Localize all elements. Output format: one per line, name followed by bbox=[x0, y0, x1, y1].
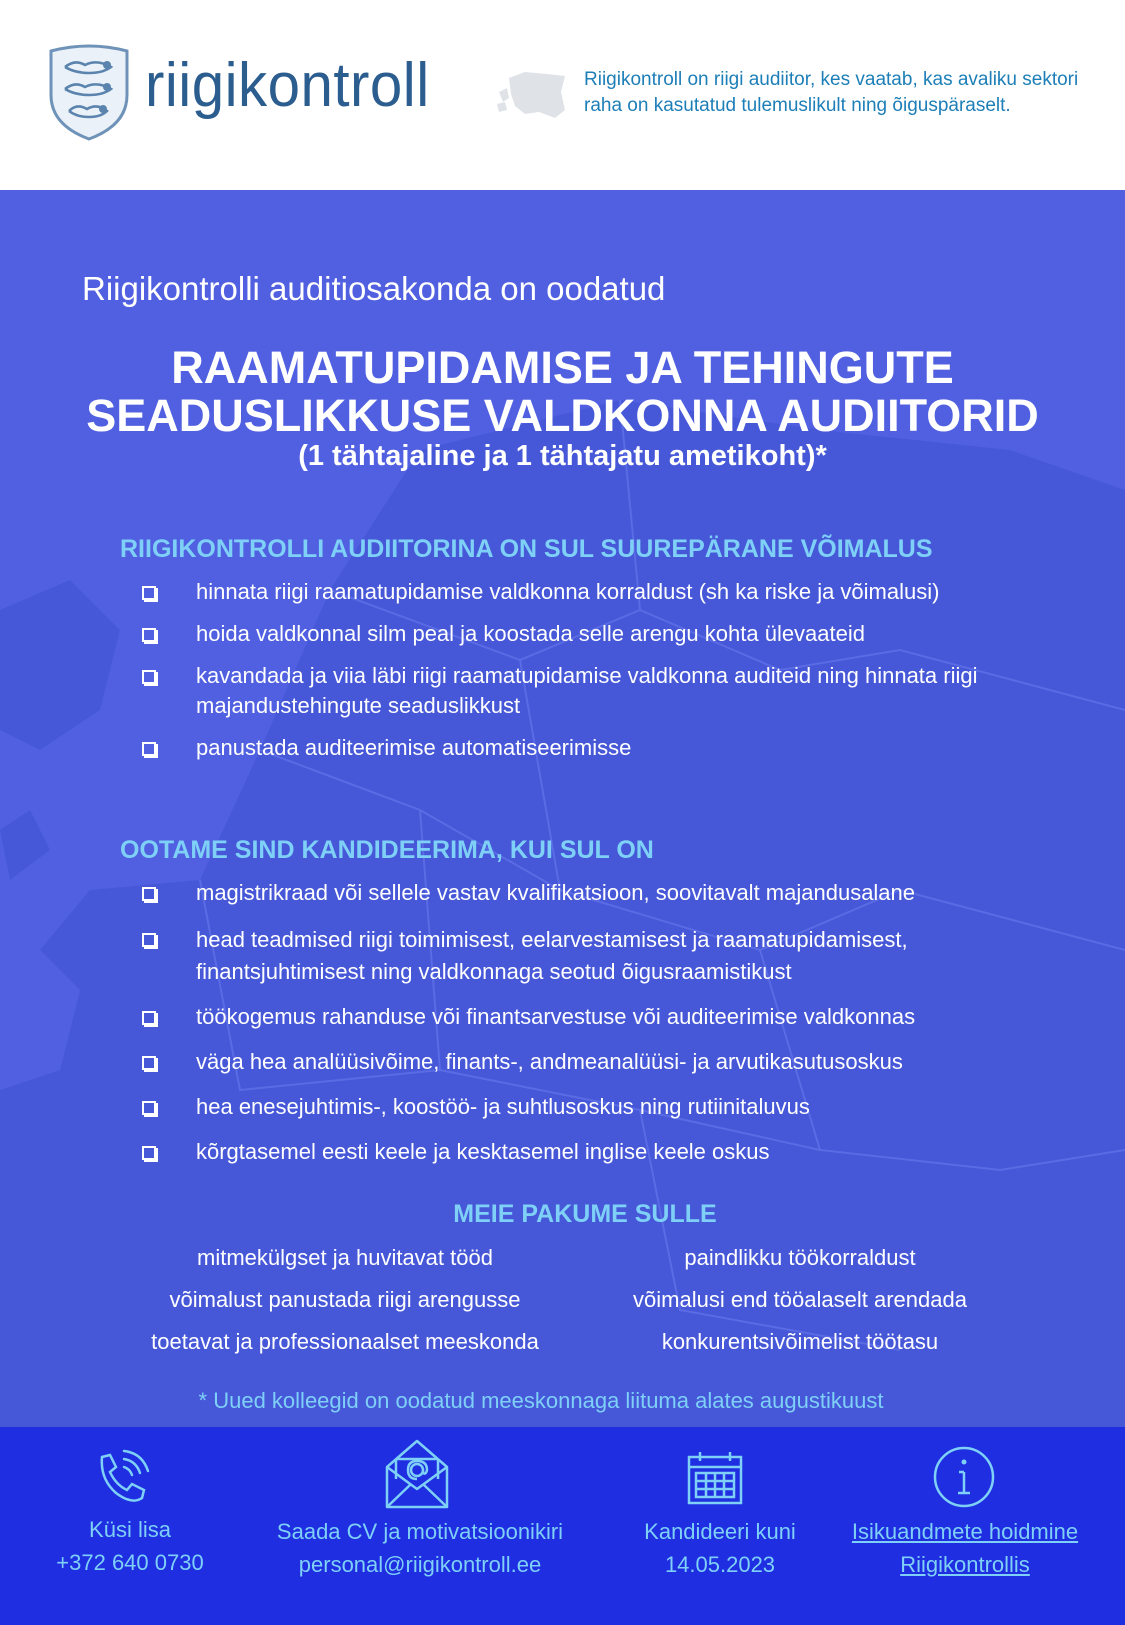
checkbox-bullet-icon bbox=[142, 1056, 156, 1070]
privacy-link[interactable] bbox=[830, 1515, 1100, 1581]
logo-wordmark: riigikontroll bbox=[145, 51, 430, 120]
checkbox-bullet-icon bbox=[142, 933, 156, 947]
checkbox-bullet-icon bbox=[142, 586, 156, 600]
job-subtitle: (1 tähtajaline ja 1 tähtajatu ametikoht)* bbox=[298, 440, 827, 472]
estonia-map-icon bbox=[495, 70, 567, 120]
job-title-line-1: RAAMATUPIDAMISE JA TEHINGUTE bbox=[171, 342, 954, 393]
list-item: hea enesejuhtimis-, koostöö- ja suhtlusoskus ning rutiinitaluvus bbox=[140, 1092, 1020, 1122]
requirements-heading: OOTAME SIND KANDIDEERIMA, KUI SUL ON bbox=[120, 836, 654, 864]
privacy-link-line-1[interactable]: Isikuandmete hoidmine bbox=[851, 1519, 1079, 1544]
list-item: väga hea analüüsivõime, finants-, andmeanalüüsi- ja arvutikasutusoskus bbox=[140, 1047, 1020, 1077]
deadline-block bbox=[620, 1515, 820, 1581]
deadline-label: Kandideeri kuni bbox=[644, 1519, 796, 1544]
envelope-icon bbox=[384, 1437, 450, 1509]
list-item: head teadmised riigi toimimisest, eelarvestamisest ja raamatupidamisest, finantsjuhtimisest ning valdkonnaga seotud õigusraamistikust bbox=[140, 924, 1020, 988]
offer-item-left-1: mitmekülgset ja huvitavat tööd bbox=[197, 1245, 493, 1270]
list-item: hoida valdkonnal silm peal ja koostada selle arengu kohta ülevaateid bbox=[140, 619, 1020, 649]
offer-item-right-2: võimalusi end tööalaselt arendada bbox=[633, 1287, 967, 1312]
contact-footer bbox=[0, 1427, 1125, 1625]
ask-more-block bbox=[30, 1513, 230, 1579]
checkbox-bullet-icon bbox=[142, 1146, 156, 1160]
list-item: kavandada ja viia läbi riigi raamatupidamise valdkonna auditeid ning hinnata riigi majandustehingute seaduslikkust bbox=[140, 661, 1020, 721]
phone-icon bbox=[92, 1449, 150, 1507]
send-cv-label: Saada CV ja motivatsioonikiri bbox=[276, 1519, 564, 1544]
info-icon[interactable] bbox=[932, 1445, 996, 1509]
offer-item-left-3: toetavat ja professionaalset meeskonda bbox=[151, 1329, 539, 1354]
calendar-icon bbox=[686, 1449, 744, 1507]
header bbox=[0, 0, 1125, 190]
checkbox-bullet-icon bbox=[142, 887, 156, 901]
list-item: kõrgtasemel eesti keele ja kesktasemel inglise keele oskus bbox=[140, 1137, 1020, 1167]
ask-more-label: Küsi lisa bbox=[89, 1517, 171, 1542]
list-item: panustada auditeerimise automatiseerimisse bbox=[140, 733, 1020, 763]
tagline bbox=[584, 67, 1104, 119]
offer-item-left-2: võimalust panustada riigi arengusse bbox=[169, 1287, 521, 1312]
list-item: töökogemus rahanduse või finantsarvestuse või auditeerimise valdkonnas bbox=[140, 1002, 1020, 1032]
checkbox-bullet-icon bbox=[142, 742, 156, 756]
tagline-line-1: Riigikontroll on riigi audiitor, kes vaatab, kas avaliku sektori bbox=[584, 69, 1079, 90]
checkbox-bullet-icon bbox=[142, 670, 156, 684]
tagline-line-2: raha on kasutatud tulemuslikult ning õiguspäraselt. bbox=[584, 95, 1011, 116]
checkbox-bullet-icon bbox=[142, 1101, 156, 1115]
opportunity-list bbox=[140, 577, 1020, 763]
opportunity-heading: RIIGIKONTROLLI AUDIITORINA ON SUL SUUREPÄRANE VÕIMALUS bbox=[120, 535, 933, 563]
checkbox-bullet-icon bbox=[142, 1011, 156, 1025]
coat-of-arms-icon bbox=[45, 43, 133, 141]
list-item: hinnata riigi raamatupidamise valdkonna korraldust (sh ka riske ja võimalusi) bbox=[140, 577, 1020, 607]
privacy-link-line-2[interactable]: Riigikontrollis bbox=[900, 1552, 1030, 1577]
email-address[interactable]: personal@riigikontroll.ee bbox=[298, 1552, 542, 1577]
start-date-note: * Uued kolleegid on oodatud meeskonnaga liituma alates augustikuust bbox=[198, 1388, 884, 1413]
intro-text: Riigikontrolli auditiosakonda on oodatud bbox=[82, 270, 666, 307]
list-item: magistrikraad või sellele vastav kvalifikatsioon, soovitavalt majandusalane bbox=[140, 878, 1020, 908]
job-ad-body bbox=[0, 190, 1125, 1427]
deadline-date: 14.05.2023 bbox=[664, 1552, 776, 1577]
job-title-line-2: SEADUSLIKKUSE VALDKONNA AUDIITORID bbox=[86, 390, 1039, 441]
offer-item-right-1: paindlikku töökorraldust bbox=[684, 1245, 916, 1270]
offer-item-right-3: konkurentsivõimelist töötasu bbox=[661, 1329, 939, 1354]
checkbox-bullet-icon bbox=[142, 628, 156, 642]
phone-number[interactable]: +372 640 0730 bbox=[56, 1550, 204, 1575]
requirements-list bbox=[140, 878, 1020, 1167]
send-cv-block bbox=[255, 1515, 585, 1581]
offer-heading: MEIE PAKUME SULLE bbox=[453, 1200, 717, 1228]
